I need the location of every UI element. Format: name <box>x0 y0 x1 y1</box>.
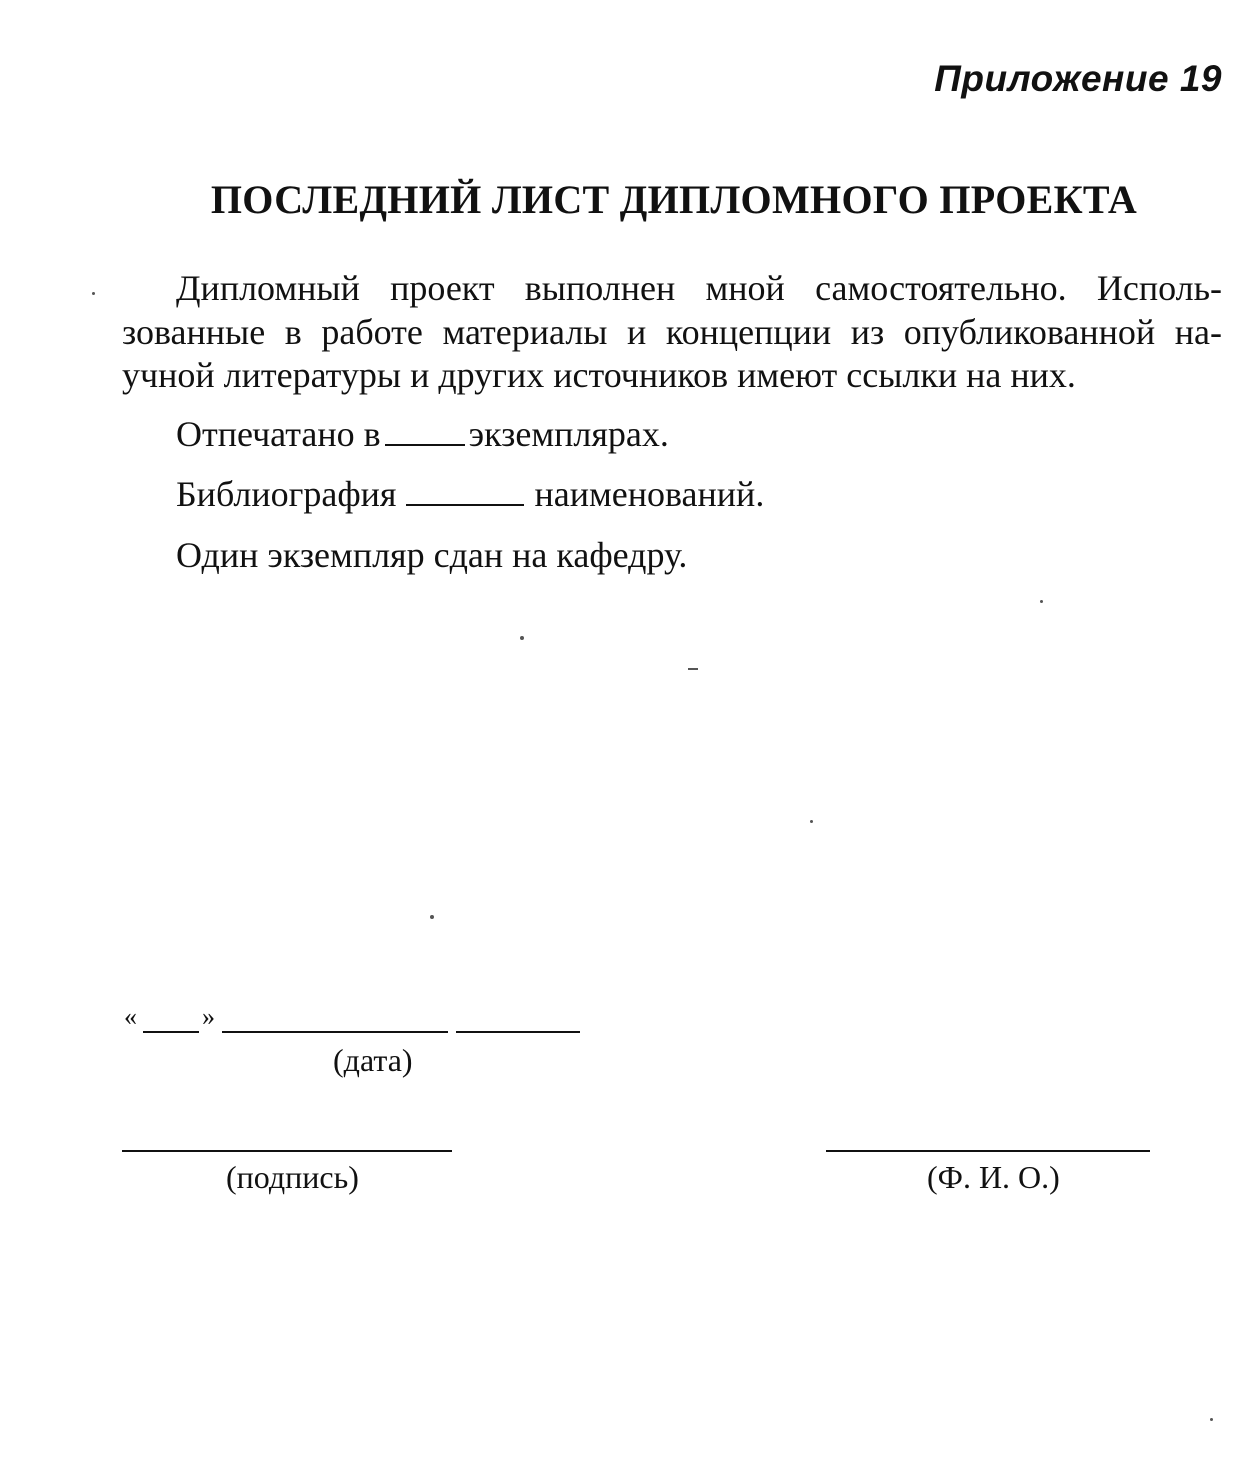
date-open-quote: « <box>124 1002 137 1031</box>
page-title: ПОСЛЕДНИЙ ЛИСТ ДИПЛОМНОГО ПРОЕКТА <box>210 177 1138 222</box>
paragraph-line-1: Дипломный проект выполнен мной самостоятельно. Исполь- <box>176 268 1222 308</box>
paragraph-line-2: зованные в работе материалы и концепции из опубликованной на- <box>122 312 1222 352</box>
scan-speck <box>92 292 95 295</box>
scan-speck <box>430 915 434 919</box>
copies-line <box>176 414 669 454</box>
bibliography-prefix: Библиография <box>176 474 397 514</box>
date-caption: (дата) <box>333 1042 413 1078</box>
date-close-quote: » <box>202 1002 215 1031</box>
copies-suffix: экземплярах. <box>468 414 669 454</box>
signature-field[interactable] <box>122 1150 452 1152</box>
copies-prefix: Отпечатано в <box>176 414 381 454</box>
paragraph-line-3: учной литературы и других источников имеют ссылки на них. <box>122 355 1076 395</box>
scan-speck <box>1210 1418 1213 1421</box>
date-month-field[interactable] <box>222 1031 448 1033</box>
copies-count-field[interactable] <box>385 442 465 446</box>
bibliography-count-field[interactable] <box>406 502 524 506</box>
scan-speck <box>1040 600 1043 603</box>
submitted-line: Один экземпляр сдан на кафедру. <box>176 535 688 575</box>
signature-caption: (подпись) <box>226 1159 359 1195</box>
full-name-caption: (Ф. И. О.) <box>927 1159 1060 1195</box>
full-name-field[interactable] <box>826 1150 1150 1152</box>
date-year-field[interactable] <box>456 1031 580 1033</box>
bibliography-suffix: наименований. <box>534 474 765 514</box>
appendix-label: Приложение 19 <box>934 58 1222 99</box>
scan-speck <box>810 820 813 823</box>
scan-speck <box>688 668 698 670</box>
date-day-field[interactable] <box>143 1031 199 1033</box>
scan-speck <box>520 636 524 640</box>
bibliography-line <box>176 474 764 514</box>
